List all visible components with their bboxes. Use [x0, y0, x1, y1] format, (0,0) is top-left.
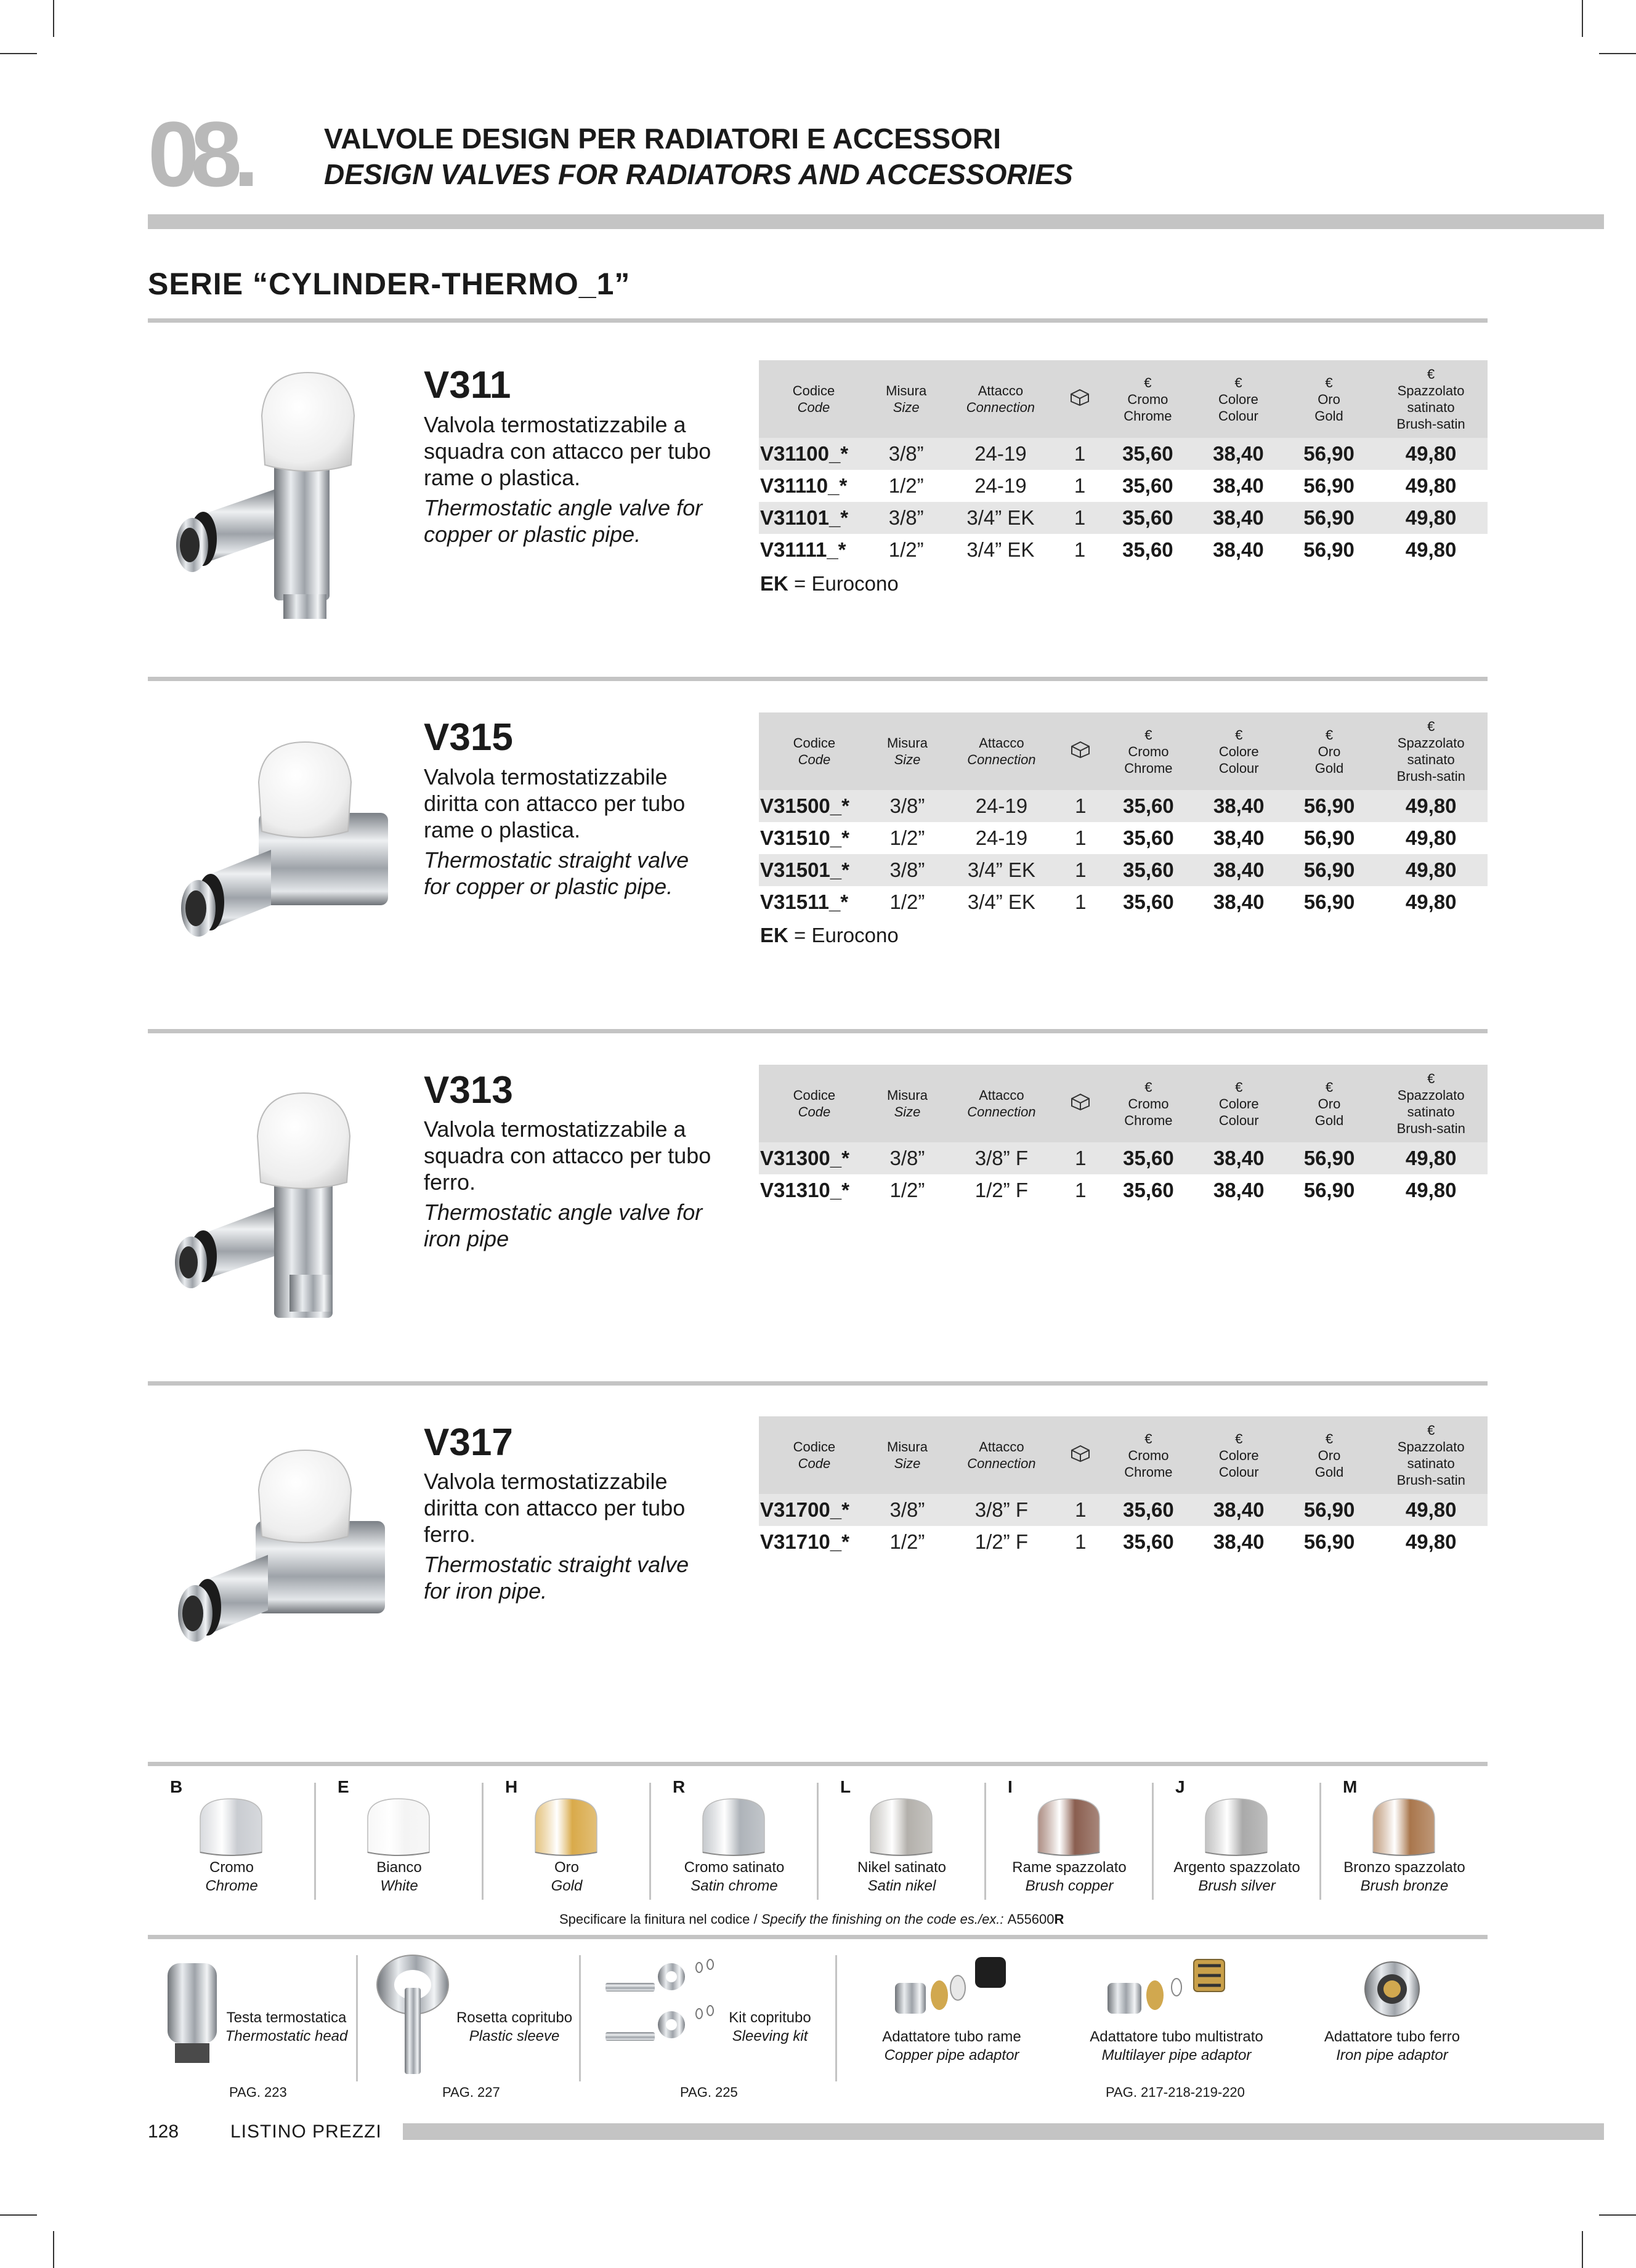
- finish-cap-icon: [694, 1794, 774, 1862]
- table-cell: 35,60: [1122, 538, 1173, 561]
- price-table-body: [759, 438, 1488, 566]
- price-table-header-row: [759, 360, 1488, 438]
- table-cell: 38,40: [1194, 1494, 1284, 1526]
- finish-name-it: Cromo: [209, 1859, 254, 1876]
- table-cell: 1/2”: [889, 1530, 925, 1553]
- table-cell: 38,40: [1194, 854, 1284, 886]
- crop-mark: [53, 2231, 54, 2268]
- table-cell: V31101_*: [759, 502, 869, 534]
- accessory-label: [1303, 2028, 1481, 2065]
- accessory-label-en: Multilayer pipe adaptor: [1101, 2047, 1252, 2064]
- table-cell: 1: [1057, 502, 1103, 534]
- price-table-header: [759, 712, 1488, 790]
- table-cell: 3/8” F: [945, 1494, 1058, 1526]
- table-cell: 1/2” F: [974, 1179, 1028, 1201]
- ek-note: [760, 924, 899, 947]
- table-cell: 56,90: [1303, 890, 1355, 913]
- ek-text: = Eurocono: [788, 572, 899, 595]
- header-gold: € Oro Gold: [1284, 360, 1374, 438]
- accessory-label-en: Sleeving kit: [732, 2028, 808, 2044]
- table-cell: 1/2”: [889, 826, 925, 849]
- header-brush-satin: € Spazzolato satinato Brush-satin: [1374, 1416, 1488, 1494]
- package-icon: [1058, 712, 1103, 790]
- table-cell: 49,80: [1405, 474, 1457, 497]
- finish-cap-icon: [861, 1794, 941, 1862]
- price-table: [759, 360, 1488, 566]
- section-divider: [148, 677, 1488, 681]
- table-cell: 35,60: [1103, 790, 1194, 822]
- header-gold: € Oro Gold: [1284, 712, 1375, 790]
- table-cell: 35,60: [1123, 890, 1174, 913]
- table-cell: 3/4” EK: [944, 502, 1057, 534]
- table-row: [759, 534, 1488, 566]
- spec-note-it: Specificare la finitura nel codice /: [559, 1911, 761, 1927]
- finish-divider: [817, 1783, 819, 1900]
- finish-letter: L: [840, 1777, 851, 1796]
- accessory-label-it: Adattatore tubo ferro: [1324, 2028, 1460, 2045]
- table-cell: 38,40: [1193, 502, 1284, 534]
- table-cell: 35,60: [1103, 438, 1193, 470]
- header-chrome: € Cromo Chrome: [1103, 1065, 1194, 1142]
- table-cell: 49,80: [1405, 1530, 1457, 1553]
- table-row: [759, 1494, 1488, 1526]
- price-table: [759, 712, 1488, 918]
- table-row: [759, 790, 1488, 822]
- accessory-label-it: Rosetta copritubo: [456, 2009, 573, 2026]
- header-colour: € Colore Colour: [1194, 1416, 1284, 1494]
- table-row: [759, 822, 1488, 854]
- finish-cap-icon: [1364, 1794, 1444, 1862]
- table-cell: 3/4” EK: [967, 890, 1035, 913]
- header-brush-satin: € Spazzolato satinato Brush-satin: [1374, 360, 1488, 438]
- accessory-label-it: Testa termostatica: [226, 2009, 347, 2026]
- table-cell: 56,90: [1303, 826, 1355, 849]
- header-colour: € Colore Colour: [1194, 1065, 1284, 1142]
- price-table: [759, 1065, 1488, 1206]
- price-table-header: [759, 1416, 1488, 1494]
- multilayer-adaptor-image: [1103, 1953, 1232, 2021]
- finish-name-it: Nikel satinato: [857, 1859, 947, 1876]
- finish-letter: E: [338, 1777, 349, 1796]
- section-divider: [148, 1029, 1488, 1033]
- section-divider: [148, 1381, 1488, 1386]
- finish-divider: [1152, 1783, 1154, 1900]
- page-number: 128: [148, 2121, 179, 2142]
- iron-adaptor-image: [1361, 1958, 1423, 2020]
- table-cell: 35,60: [1103, 502, 1193, 534]
- finish-swatch: [986, 1766, 1153, 1899]
- header-chrome: € Cromo Chrome: [1103, 360, 1193, 438]
- table-cell: 56,90: [1284, 502, 1374, 534]
- product-description: [424, 764, 713, 900]
- spec-note-suffix: R: [1054, 1911, 1064, 1927]
- table-cell: 35,60: [1103, 1494, 1194, 1526]
- header-gold: € Oro Gold: [1284, 1065, 1375, 1142]
- accessory-label: [1072, 2028, 1281, 2065]
- crop-mark: [1599, 53, 1636, 54]
- description-it: Valvola termostatizzabile diritta con attacco per tubo ferro.: [424, 1469, 686, 1547]
- finish-name-en: Brush silver: [1198, 1878, 1276, 1894]
- crop-mark: [1599, 2214, 1636, 2216]
- accessory-divider: [835, 1955, 837, 2081]
- product-code: V317: [424, 1421, 513, 1464]
- table-cell: 1: [1057, 438, 1103, 470]
- table-cell: V31100_*: [759, 438, 869, 470]
- accessory-divider: [579, 1955, 581, 2081]
- chapter-number: 08.: [148, 102, 251, 206]
- finish-name-en: Gold: [551, 1878, 583, 1894]
- table-cell: 1: [1075, 890, 1087, 913]
- footer-label: LISTINO PREZZI: [230, 2121, 382, 2142]
- copper-adaptor-image: [890, 1952, 1013, 2020]
- accessory-label-en: Plastic sleeve: [469, 2028, 560, 2044]
- package-icon: [1057, 360, 1103, 438]
- description-en: Thermostatic angle valve for iron pipe: [424, 1200, 703, 1251]
- product-description: [424, 411, 713, 547]
- accessory-label-it: Adattatore tubo rame: [882, 2028, 1021, 2045]
- finish-divider: [984, 1783, 986, 1900]
- finish-swatch: [315, 1766, 483, 1899]
- description-it: Valvola termostatizzabile a squadra con attacco per tubo ferro.: [424, 1116, 711, 1195]
- table-cell: 1: [1074, 538, 1086, 561]
- spec-note-en: Specify the finishing on the code es./ex.:: [761, 1911, 1008, 1927]
- accessory-divider: [356, 1955, 358, 2081]
- header-chrome: € Cromo Chrome: [1103, 712, 1194, 790]
- finish-cap-icon: [1196, 1794, 1276, 1862]
- finish-divider: [1319, 1783, 1321, 1900]
- table-cell: 35,60: [1123, 1530, 1174, 1553]
- header-size: Misura Size: [870, 1416, 945, 1494]
- finish-swatch: [148, 1766, 315, 1899]
- table-cell: 56,90: [1284, 438, 1374, 470]
- header-connection: Attacco Connection: [945, 712, 1058, 790]
- table-cell: 49,80: [1374, 854, 1488, 886]
- header-gold: € Oro Gold: [1284, 1416, 1375, 1494]
- table-cell: 56,90: [1284, 854, 1375, 886]
- finish-name-en: Brush bronze: [1360, 1878, 1449, 1894]
- header-size: Misura Size: [870, 1065, 945, 1142]
- finish-name-it: Argento spazzolato: [1173, 1859, 1300, 1876]
- table-cell: 38,40: [1194, 1142, 1284, 1174]
- ek-text: = Eurocono: [788, 924, 899, 946]
- finish-letter: R: [673, 1777, 686, 1796]
- table-cell: 1: [1075, 1179, 1087, 1201]
- table-cell: 24-19: [944, 438, 1057, 470]
- spec-note-example: A55600: [1007, 1911, 1055, 1927]
- finishes-divider: [148, 1762, 1488, 1766]
- table-row: [759, 886, 1488, 918]
- finish-name-it: Bronzo spazzolato: [1343, 1859, 1465, 1876]
- finish-divider: [482, 1783, 484, 1900]
- finish-name-en: Satin nikel: [867, 1878, 936, 1894]
- table-cell: 1: [1075, 826, 1087, 849]
- table-cell: 49,80: [1374, 438, 1488, 470]
- finish-swatch: [1153, 1766, 1321, 1899]
- ek-note: [760, 572, 899, 595]
- finish-swatch: [818, 1766, 986, 1899]
- chapter-title-en: DESIGN VALVES FOR RADIATORS AND ACCESSORIES: [324, 158, 1073, 190]
- description-en: Thermostatic straight valve for iron pipe.: [424, 1552, 689, 1604]
- table-cell: 38,40: [1213, 538, 1264, 561]
- finish-swatch: [1321, 1766, 1488, 1899]
- table-row: [759, 1174, 1488, 1206]
- header-size: Misura Size: [869, 360, 944, 438]
- price-table: [759, 1416, 1488, 1558]
- table-cell: 1: [1075, 1530, 1087, 1553]
- table-cell: 1: [1058, 1142, 1103, 1174]
- accessory-label-en: Thermostatic head: [225, 2028, 348, 2044]
- valve-angle-image: [166, 360, 388, 631]
- table-cell: 1: [1074, 474, 1086, 497]
- price-table-body: [759, 1494, 1488, 1558]
- price-table-header: [759, 360, 1488, 438]
- crop-mark: [1582, 2231, 1583, 2268]
- product-code: V313: [424, 1069, 513, 1112]
- package-icon: [1058, 1416, 1103, 1494]
- header-colour: € Colore Colour: [1194, 712, 1284, 790]
- table-cell: 35,60: [1103, 1142, 1194, 1174]
- table-cell: 49,80: [1374, 502, 1488, 534]
- table-cell: 38,40: [1213, 890, 1265, 913]
- description-en: Thermostatic angle valve for copper or plastic pipe.: [424, 495, 703, 547]
- table-cell: 1/2”: [888, 474, 924, 497]
- table-cell: 3/8”: [870, 1494, 945, 1526]
- finish-cap-icon: [191, 1794, 271, 1862]
- accessory-label-en: Copper pipe adaptor: [884, 2047, 1019, 2064]
- accessory-label-it: Adattatore tubo multistrato: [1090, 2028, 1263, 2045]
- table-cell: V31700_*: [759, 1494, 870, 1526]
- table-cell: V31110_*: [760, 474, 848, 497]
- table-cell: 38,40: [1193, 438, 1284, 470]
- crop-mark: [1582, 0, 1583, 37]
- product-code: V315: [424, 716, 513, 759]
- table-cell: 35,60: [1122, 474, 1173, 497]
- description-it: Valvola termostatizzabile diritta con attacco per tubo rame o plastica.: [424, 764, 686, 842]
- finish-name-en: Brush copper: [1025, 1878, 1114, 1894]
- finish-cap-icon: [358, 1794, 439, 1862]
- table-cell: 3/8”: [869, 502, 944, 534]
- table-cell: 49,80: [1374, 1494, 1488, 1526]
- table-cell: V31300_*: [759, 1142, 870, 1174]
- table-cell: 38,40: [1213, 1530, 1265, 1553]
- table-cell: 3/8”: [870, 854, 945, 886]
- page-ref: PAG. 227: [442, 2084, 500, 2100]
- header-code: Codice Code: [759, 1416, 870, 1494]
- accessory-label-en: Iron pipe adaptor: [1336, 2047, 1448, 2064]
- page-ref: PAG. 217-218-219-220: [1106, 2084, 1245, 2100]
- header-chrome: € Cromo Chrome: [1103, 1416, 1194, 1494]
- table-cell: 49,80: [1374, 1142, 1488, 1174]
- table-cell: V31500_*: [759, 790, 870, 822]
- table-cell: 3/4” EK: [945, 854, 1058, 886]
- finish-cap-icon: [526, 1794, 606, 1862]
- table-cell: 38,40: [1213, 474, 1264, 497]
- table-cell: 56,90: [1303, 1179, 1355, 1201]
- table-row: [759, 438, 1488, 470]
- table-cell: V31501_*: [759, 854, 870, 886]
- finish-cap-icon: [1029, 1794, 1109, 1862]
- table-cell: 56,90: [1284, 790, 1375, 822]
- table-cell: 49,80: [1374, 790, 1488, 822]
- price-table-header: [759, 1065, 1488, 1142]
- table-cell: 35,60: [1123, 826, 1174, 849]
- table-row: [759, 854, 1488, 886]
- table-cell: V31511_*: [760, 890, 849, 913]
- finish-letter: B: [170, 1777, 183, 1796]
- finish-name-it: Bianco: [376, 1859, 422, 1876]
- table-row: [759, 502, 1488, 534]
- table-cell: 49,80: [1405, 1179, 1457, 1201]
- table-cell: 38,40: [1213, 826, 1265, 849]
- description-en: Thermostatic straight valve for copper or plastic pipe.: [424, 847, 689, 899]
- table-cell: 1: [1058, 1494, 1103, 1526]
- ek-key: EK: [760, 924, 788, 946]
- package-icon: [1058, 1065, 1103, 1142]
- page-ref: PAG. 225: [680, 2084, 738, 2100]
- table-cell: 56,90: [1284, 1494, 1375, 1526]
- product-description: [424, 1468, 713, 1604]
- accessory-label: [222, 2009, 351, 2046]
- series-title: SERIE “CYLINDER-THERMO_1”: [148, 267, 631, 301]
- crop-mark: [0, 2214, 37, 2216]
- finish-name-en: Chrome: [205, 1878, 258, 1894]
- table-cell: V31510_*: [760, 826, 849, 849]
- header-brush-satin: € Spazzolato satinato Brush-satin: [1374, 712, 1488, 790]
- footer-bar: [403, 2123, 1604, 2140]
- table-row: [759, 470, 1488, 502]
- header-connection: Attacco Connection: [945, 1065, 1058, 1142]
- finish-name-en: White: [380, 1878, 418, 1894]
- price-table-header-row: [759, 712, 1488, 790]
- header-code: Codice Code: [759, 360, 869, 438]
- header-connection: Attacco Connection: [944, 360, 1057, 438]
- table-cell: 24-19: [974, 474, 1027, 497]
- price-table-header-row: [759, 1416, 1488, 1494]
- table-cell: 56,90: [1303, 538, 1355, 561]
- table-cell: 3/8” F: [945, 1142, 1058, 1174]
- plastic-sleeve-image: [373, 1951, 453, 2080]
- section-divider: [148, 318, 1488, 323]
- price-table-body: [759, 790, 1488, 918]
- table-cell: 49,80: [1405, 890, 1457, 913]
- table-cell: 24-19: [945, 790, 1058, 822]
- product-code: V311: [424, 364, 511, 406]
- table-cell: 35,60: [1103, 854, 1194, 886]
- finish-divider: [314, 1783, 316, 1900]
- accessory-label: [715, 2009, 825, 2046]
- table-cell: V31310_*: [760, 1179, 849, 1201]
- product-description: [424, 1116, 713, 1252]
- table-cell: 49,80: [1405, 538, 1457, 561]
- table-row: [759, 1526, 1488, 1558]
- table-cell: 3/8”: [869, 438, 944, 470]
- table-cell: 3/8”: [870, 1142, 945, 1174]
- table-cell: 1: [1058, 790, 1103, 822]
- finish-spec-note: [559, 1911, 1064, 1927]
- finish-name-it: Oro: [554, 1859, 579, 1876]
- crop-mark: [53, 0, 54, 37]
- table-cell: 38,40: [1194, 790, 1284, 822]
- valve-straight-image: [166, 733, 400, 991]
- accessories-divider: [148, 1935, 1488, 1939]
- thermostatic-head-image: [161, 1957, 223, 2068]
- header-connection: Attacco Connection: [945, 1416, 1058, 1494]
- header-divider: [148, 214, 1604, 229]
- table-row: [759, 1142, 1488, 1174]
- finish-letter: M: [1343, 1777, 1358, 1796]
- price-table-body: [759, 1142, 1488, 1206]
- table-cell: 38,40: [1213, 1179, 1265, 1201]
- header-size: Misura Size: [870, 712, 945, 790]
- page-ref: PAG. 223: [229, 2084, 287, 2100]
- table-cell: 49,80: [1405, 826, 1457, 849]
- header-brush-satin: € Spazzolato satinato Brush-satin: [1374, 1065, 1488, 1142]
- finish-letter: J: [1175, 1777, 1185, 1796]
- table-cell: V31111_*: [760, 538, 846, 561]
- description-it: Valvola termostatizzabile a squadra con attacco per tubo rame o plastica.: [424, 412, 711, 490]
- finish-name-it: Rame spazzolato: [1012, 1859, 1127, 1876]
- table-cell: 3/4” EK: [966, 538, 1035, 561]
- finish-letter: I: [1008, 1777, 1013, 1796]
- table-cell: 3/8”: [870, 790, 945, 822]
- crop-mark: [0, 53, 37, 54]
- valve-angle-iron-image: [166, 1084, 388, 1330]
- finish-letter: H: [505, 1777, 518, 1796]
- header-code: Codice Code: [759, 712, 870, 790]
- table-cell: 56,90: [1284, 1142, 1375, 1174]
- finish-name-en: Satin chrome: [690, 1878, 778, 1894]
- ek-key: EK: [760, 572, 788, 595]
- finish-divider: [649, 1783, 651, 1900]
- table-cell: 35,60: [1123, 1179, 1174, 1201]
- table-cell: 1/2”: [889, 890, 925, 913]
- table-cell: 56,90: [1303, 474, 1355, 497]
- chapter-title-it: VALVOLE DESIGN PER RADIATORI E ACCESSORI: [324, 123, 1002, 155]
- accessory-label-it: Kit copritubo: [729, 2009, 811, 2026]
- accessory-label: [844, 2028, 1059, 2065]
- finish-name-it: Cromo satinato: [684, 1859, 785, 1876]
- header-code: Codice Code: [759, 1065, 870, 1142]
- table-cell: 1: [1058, 854, 1103, 886]
- finish-swatch: [483, 1766, 650, 1899]
- table-cell: 24-19: [975, 826, 1028, 849]
- finish-swatch: [650, 1766, 818, 1899]
- valve-straight-iron-image: [163, 1441, 403, 1687]
- table-cell: V31710_*: [760, 1530, 849, 1553]
- table-cell: 1/2”: [888, 538, 924, 561]
- table-cell: 1/2”: [889, 1179, 925, 1201]
- accessory-label: [450, 2009, 579, 2046]
- table-cell: 56,90: [1303, 1530, 1355, 1553]
- header-colour: € Colore Colour: [1193, 360, 1284, 438]
- sleeving-kit-image: [601, 1952, 724, 2063]
- price-table-header-row: [759, 1065, 1488, 1142]
- table-cell: 1/2” F: [974, 1530, 1028, 1553]
